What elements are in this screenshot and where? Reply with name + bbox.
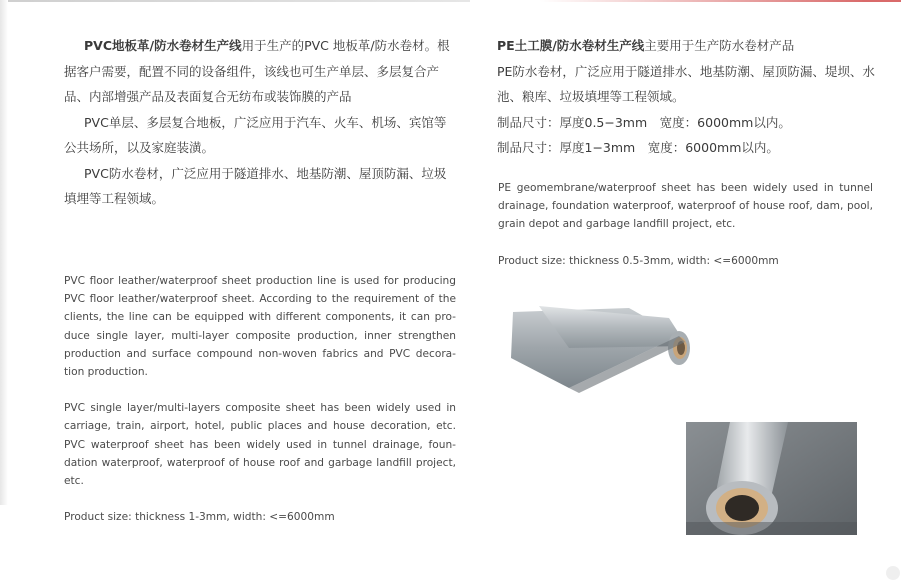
product-image-roll-closeup: [686, 422, 857, 535]
left-zh-paragraph-2: PVC单层、多层复合地板，广泛应用于汽车、火车、机场、宾馆等公共场所，以及家庭装潢。: [64, 114, 447, 155]
right-zh-paragraph-2: PE防水卷材，广泛应用于隧道排水、地基防潮、屋顶防漏、堤坝、水池、粮库、垃圾填埋等工程领域。: [497, 63, 875, 104]
right-zh-intro: 主要用于生产防水卷材产品: [644, 38, 795, 53]
right-zh-paragraph-1: [497, 33, 887, 59]
top-divider-left: [0, 0, 470, 2]
corner-mark: [886, 566, 900, 580]
left-chinese-text: [64, 33, 456, 212]
left-zh-intro: 用于生产的PVC 地板革/防水卷材。根据客户需要，配置不同的设备组件，该线也可生产单层、多层复合产品、内部增强产品及表面复合无纺布或装饰膜的产品: [64, 38, 450, 104]
left-en-paragraph-1: PVC floor leather/waterproof sheet production line is used for producing PVC floor leather/waterproof sheet. According to the requirement of the clients, the line can be equipped with different components, it can pro-duce single layer, multi-layer composite production, inner strengthen production and surface compound non-woven fabrics and PVC decora-tion production.: [64, 275, 456, 379]
right-zh-title: PE土工膜/防水卷材生产线: [497, 38, 645, 53]
right-chinese-text: [497, 33, 887, 161]
left-english-text: [64, 272, 456, 526]
left-zh-paragraph-3: PVC防水卷材，广泛应用于隧道排水、地基防潮、屋顶防漏、垃圾填埋等工程领域。: [64, 165, 447, 206]
left-en-paragraph-2: PVC single layer/multi-layers composite sheet has been widely used in carriage, train, airport, hotel, public places and house decoration, etc. PVC waterproof sheet has been widely used in tunnel drainage, foun-dation waterproof, waterproof of house roof and garbage landfill project, etc.: [64, 402, 456, 488]
right-zh-size-1: 制品尺寸：厚度0.5−3mm 宽度：6000mm以内。: [497, 114, 791, 130]
right-en-paragraph-1: PE geomembrane/waterproof sheet has been widely used in tunnel drainage, foundation waterproof, waterproof of house roof, dam, pool, grain depot and garbage landfill project, etc.: [498, 182, 873, 231]
left-zh-paragraph-1: [64, 33, 456, 110]
right-english-text: [498, 179, 873, 270]
page-edge-shadow: [0, 0, 8, 505]
right-en-product-size: Product size: thickness 0.5-3mm, width: <=6000mm: [498, 254, 779, 267]
left-zh-title: PVC地板革/防水卷材生产线: [84, 38, 242, 53]
product-image-rolled-sheet: [509, 298, 693, 395]
top-divider-right: [540, 0, 901, 2]
right-zh-size-2: 制品尺寸：厚度1−3mm 宽度：6000mm以内。: [497, 140, 779, 155]
left-en-product-size: Product size: thickness 1-3mm, width: <=6000mm: [64, 511, 335, 524]
